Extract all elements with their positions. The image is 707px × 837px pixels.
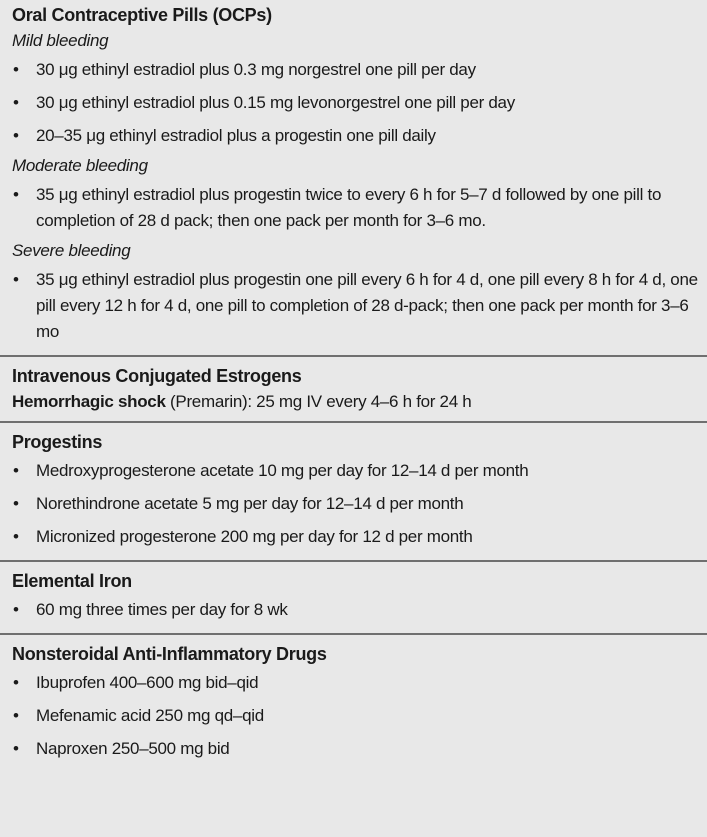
- bullet-icon: •: [13, 126, 19, 145]
- list-item: • Medroxyprogesterone acetate 10 mg per day for 12–14 d per month: [0, 455, 707, 488]
- bullet-icon: •: [13, 461, 19, 480]
- section-title: Oral Contraceptive Pills (OCPs): [12, 5, 272, 25]
- section-title: Elemental Iron: [12, 571, 132, 591]
- group-label: Severe bleeding: [12, 241, 131, 260]
- item-list: [0, 54, 707, 153]
- list-item: • Naproxen 250–500 mg bid: [0, 733, 707, 766]
- list-item: • Mefenamic acid 250 mg qd–qid: [0, 700, 707, 733]
- section-title: Intravenous Conjugated Estrogens: [12, 366, 302, 386]
- section-iv-estrogens: [0, 357, 707, 423]
- bullet-icon: •: [13, 494, 19, 513]
- bullet-icon: •: [13, 706, 19, 725]
- list-item: • 35 μg ethinyl estradiol plus progestin twice to every 6 h for 5–7 d followed by one pill to completion of 28 d pack; then one pack per month for 3–6 mo.: [0, 179, 707, 238]
- item-list: [0, 455, 707, 554]
- bullet-icon: •: [13, 185, 19, 204]
- section-title: Progestins: [12, 432, 103, 452]
- bullet-icon: •: [13, 739, 19, 758]
- dosing-line: [0, 389, 707, 415]
- list-item: • 30 μg ethinyl estradiol plus 0.3 mg norgestrel one pill per day: [0, 54, 707, 87]
- section-progestins: [0, 423, 707, 562]
- bullet-icon: •: [13, 527, 19, 546]
- group-label: Moderate bleeding: [12, 156, 148, 175]
- section-nsaids: [0, 635, 707, 772]
- section-ocps: [0, 0, 707, 357]
- bullet-icon: •: [13, 93, 19, 112]
- list-item: • 20–35 μg ethinyl estradiol plus a progestin one pill daily: [0, 120, 707, 153]
- item-list: [0, 667, 707, 766]
- list-item: • Micronized progesterone 200 mg per day for 12 d per month: [0, 521, 707, 554]
- bullet-icon: •: [13, 270, 19, 289]
- section-elemental-iron: [0, 562, 707, 635]
- list-item: • 60 mg three times per day for 8 wk: [0, 594, 707, 627]
- list-item: • Ibuprofen 400–600 mg bid–qid: [0, 667, 707, 700]
- bullet-icon: •: [13, 60, 19, 79]
- section-title: Nonsteroidal Anti-Inflammatory Drugs: [12, 644, 327, 664]
- bullet-icon: •: [13, 673, 19, 692]
- dosing-text: (Premarin): 25 mg IV every 4–6 h for 24 h: [165, 392, 472, 411]
- group-label: Mild bleeding: [12, 31, 109, 50]
- item-list: [0, 264, 707, 349]
- list-item: • 30 μg ethinyl estradiol plus 0.15 mg levonorgestrel one pill per day: [0, 87, 707, 120]
- item-list: [0, 594, 707, 627]
- bullet-icon: •: [13, 600, 19, 619]
- indication-label: Hemorrhagic shock: [12, 392, 166, 411]
- list-item: • Norethindrone acetate 5 mg per day for 12–14 d per month: [0, 488, 707, 521]
- list-item: • 35 μg ethinyl estradiol plus progestin one pill every 6 h for 4 d, one pill every 8 h for 4 d, one pill every 12 h for 4 d, one pill to completion of 28 d-pack; then one pack per month for 3–6 mo: [0, 264, 707, 349]
- item-list: [0, 179, 707, 238]
